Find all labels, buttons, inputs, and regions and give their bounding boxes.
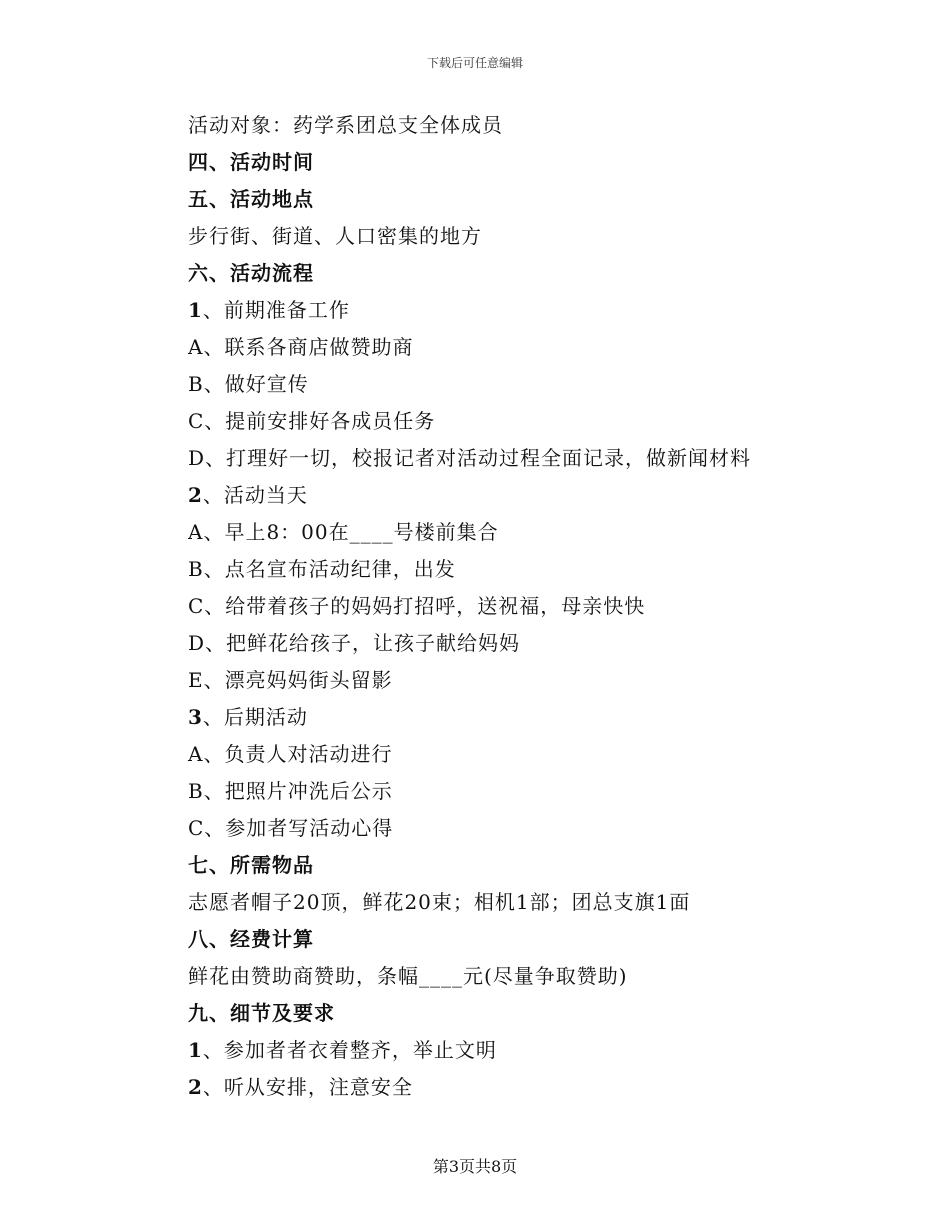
body-line: A、联系各商店做赞助商 bbox=[188, 335, 414, 359]
body-line: D、打理好一切，校报记者对活动过程全面记录，做新闻材料 bbox=[188, 446, 752, 470]
item-number: 3 bbox=[188, 705, 203, 729]
item-number: 2 bbox=[188, 1075, 203, 1099]
section-heading: 七、所需物品 bbox=[188, 853, 314, 877]
body-line: B、点名宣布活动纪律，出发 bbox=[188, 557, 456, 581]
item-text: 、后期活动 bbox=[202, 705, 308, 729]
body-line: D、把鲜花给孩子，让孩子献给妈妈 bbox=[188, 631, 521, 655]
body-line: 志愿者帽子20顶，鲜花20束；相机1部；团总支旗1面 bbox=[188, 890, 691, 914]
section-heading: 九、细节及要求 bbox=[188, 1001, 335, 1025]
document-body bbox=[188, 107, 828, 1106]
item-text: 、活动当天 bbox=[202, 483, 308, 507]
item-number: 1 bbox=[188, 298, 203, 322]
numbered-item bbox=[188, 1069, 828, 1106]
body-line: B、把照片冲洗后公示 bbox=[188, 779, 393, 803]
body-line: A、负责人对活动进行 bbox=[188, 742, 393, 766]
section-heading: 六、活动流程 bbox=[188, 261, 314, 285]
numbered-item bbox=[188, 699, 828, 736]
numbered-item bbox=[188, 292, 828, 329]
body-line: C、参加者写活动心得 bbox=[188, 816, 394, 840]
page-header: 下载后可任意编辑 bbox=[426, 56, 523, 70]
item-text: 、参加者者衣着整齐，举止文明 bbox=[202, 1038, 497, 1062]
body-line: 步行街、街道、人口密集的地方 bbox=[188, 224, 482, 248]
item-text: 、听从安排，注意安全 bbox=[202, 1075, 413, 1099]
body-line: C、提前安排好各成员任务 bbox=[188, 409, 436, 433]
item-number: 1 bbox=[188, 1038, 203, 1062]
item-text: 、前期准备工作 bbox=[202, 298, 350, 322]
body-line: A、早上8：00在____号楼前集合 bbox=[188, 520, 499, 544]
section-heading: 四、活动时间 bbox=[188, 150, 314, 174]
body-line: 活动对象：药学系团总支全体成员 bbox=[188, 113, 503, 137]
page-number: 第3页共8页 bbox=[432, 1157, 518, 1176]
section-heading: 八、经费计算 bbox=[188, 927, 314, 951]
body-line: 鲜花由赞助商赞助，条幅____元(尽量争取赞助) bbox=[188, 964, 628, 988]
numbered-item bbox=[188, 477, 828, 514]
body-line: C、给带着孩子的妈妈打招呼，送祝福，母亲快快 bbox=[188, 594, 646, 618]
section-heading: 五、活动地点 bbox=[188, 187, 314, 211]
body-line: B、做好宣传 bbox=[188, 372, 309, 396]
numbered-item bbox=[188, 1032, 828, 1069]
item-number: 2 bbox=[188, 483, 203, 507]
body-line: E、漂亮妈妈街头留影 bbox=[188, 668, 393, 692]
